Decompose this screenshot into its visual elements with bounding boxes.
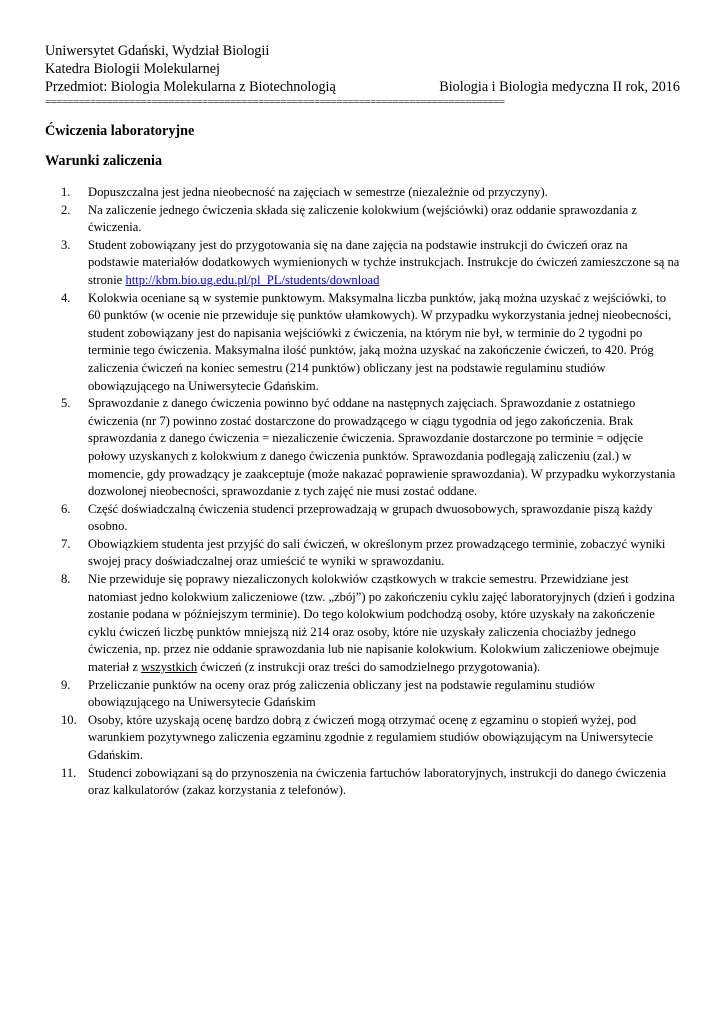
list-item [45,677,680,712]
header-separator: ================================================================================== [45,97,505,108]
item-text-end: ćwiczeń (z instrukcji oraz treści do samodzielnego przygotowania). [197,660,541,675]
item-text: Sprawozdanie z danego ćwiczenia powinno być oddane na następnych zajęciach. Sprawozdanie z ostatniego ćwiczenia (nr 7) powinno zostać dostarczone do prowadzącego w ciągu tygodnia od jego zakończenia. Brak sprawozdania z danego ćwiczenia = niezaliczenie ćwiczenia. Sprawozdanie dostarczone po terminie = odjęcie połowy uzyskanych z kolokwium z danego ćwiczenia punktów. Sprawozdania podlegają zaliczeniu (zal.) w momencie, gdy prowadzący je zaakceptuje (może nakazać poprawienie sprawozdania). W przypadku wykorzystania dozwolonej nieobecności, sprawozdanie z tych zajęć nie musi zostać oddane. [88,396,676,499]
item-text: Przeliczanie punktów na oceny oraz próg zaliczenia obliczany jest na podstawie regulaminu studiów obowiązującego na Uniwersytecie Gdańskim [88,677,596,710]
list-item [45,395,680,501]
department-line: Katedra Biologii Molekularnej [45,61,220,77]
item-text: Nie przewiduje się poprawy niezaliczonych kolokwiów cząstkowych w trakcie semestru. Przewidziane jest natomiast jedno kolokwium zaliczeniowe (tzw. „zbój”) po zakończeniu cyklu zajęć laboratoryjnych (dzień i godzina zostanie podana w późniejszym terminie). Do tego kolokwium podchodzą osoby, które uzyskały na zakończenie cyklu ćwiczeń liczbę punktów mniejszą niż 214 oraz osoby, które nie uzyskały zaliczenia chociażby jednego ćwiczenia, np. przez nie oddanie sprawozdania lub nie napisanie kolokwium. Kolokwium zaliczeniowe obejmuje materiał z [88,572,675,675]
list-item [45,184,680,202]
document-page [45,42,680,800]
list-item [45,765,680,800]
item-number: 9. [61,677,71,692]
list-item [45,501,680,536]
conditions-list [45,184,680,800]
course-label: Biologia i Biologia medyczna II rok, 2016 [439,79,680,95]
item-number: 4. [61,290,71,305]
emphasis-text: wszystkich [141,660,198,675]
list-item [45,237,680,290]
subject-row [45,78,680,96]
list-item [45,571,680,677]
item-number: 5. [61,396,71,411]
item-number: 7. [61,536,71,551]
item-number: 8. [61,572,71,587]
list-item [45,712,680,765]
item-number: 2. [61,202,71,217]
item-number: 3. [61,237,71,252]
item-text: Osoby, które uzyskają ocenę bardzo dobrą z ćwiczeń mogą otrzymać ocenę z egzaminu o stopień wyżej, pod warunkiem pozytywnego zaliczenia egzaminu zgodnie z regulamiem studiów obowiązującym na Uniwersytecie Gdańskim. [88,712,654,762]
item-number: 6. [61,501,71,516]
item-text: Obowiązkiem studenta jest przyjść do sali ćwiczeń, w określonym przez prowadzącego terminie, zobaczyć wyniki swojej pracy doświadczalnej oraz umieścić te wyniki w sprawozdaniu. [88,536,666,569]
list-item [45,290,680,396]
subject-label: Przedmiot: Biologia Molekularna z Biotechnologią [45,79,336,95]
item-text: Studenci zobowiązani są do przynoszenia na ćwiczenia fartuchów laboratoryjnych, instrukcji do danego ćwiczenia oraz kalkulatorów (zakaz korzystania z telefonów). [88,765,667,798]
list-item [45,536,680,571]
download-link[interactable]: http://kbm.bio.ug.edu.pl/pl_PL/students/download [125,272,380,287]
item-text: Student zobowiązany jest do przygotowania się na dane zajęcia na podstawie instrukcji do ćwiczeń oraz na podstawie materiałów dodatkowych wymienionych w tychże instrukcjach. Instrukcje do ćwiczeń zamieszczone są na stronie [88,237,680,287]
item-text: Kolokwia oceniane są w systemie punktowym. Maksymalna liczba punktów, jaką można uzyskać z wejściówki, to 60 punktów (w ocenie nie przewiduje się punktów ułamkowych). W przypadku wykorzystania jednej nieobecności, student zobowiązany jest do napisania wejściówki z ćwiczenia, na którym nie był, w terminie do 2 tygodni po terminie tego ćwiczenia. Maksymalna ilość punktów, jaką można uzyskać na zakończenie ćwiczeń, to 420. Próg zaliczenia ćwiczeń na koniec semestru (214 punktów) obliczany jest na podstawie regulaminu studiów obowiązującego na Uniwersytecie Gdańskim. [88,290,672,393]
section-title: Ćwiczenia laboratoryjne [45,123,195,139]
item-text: Część doświadczalną ćwiczenia studenci przeprowadzają w grupach dwuosobowych, sprawozdanie piszą każdy osobno. [88,501,653,534]
university-line: Uniwersytet Gdański, Wydział Biologii [45,43,270,59]
item-text: Na zaliczenie jednego ćwiczenia składa się zaliczenie kolokwium (wejściówki) oraz oddanie sprawozdania z ćwiczenia. [88,202,637,235]
list-item [45,202,680,237]
subsection-title: Warunki zaliczenia [45,153,163,169]
item-number: 1. [61,185,71,199]
item-number: 10. [61,712,77,727]
item-text: Dopuszczalna jest jedna nieobecność na zajęciach w semestrze (niezależnie od przyczyny). [88,185,548,199]
item-number: 11. [61,765,77,780]
